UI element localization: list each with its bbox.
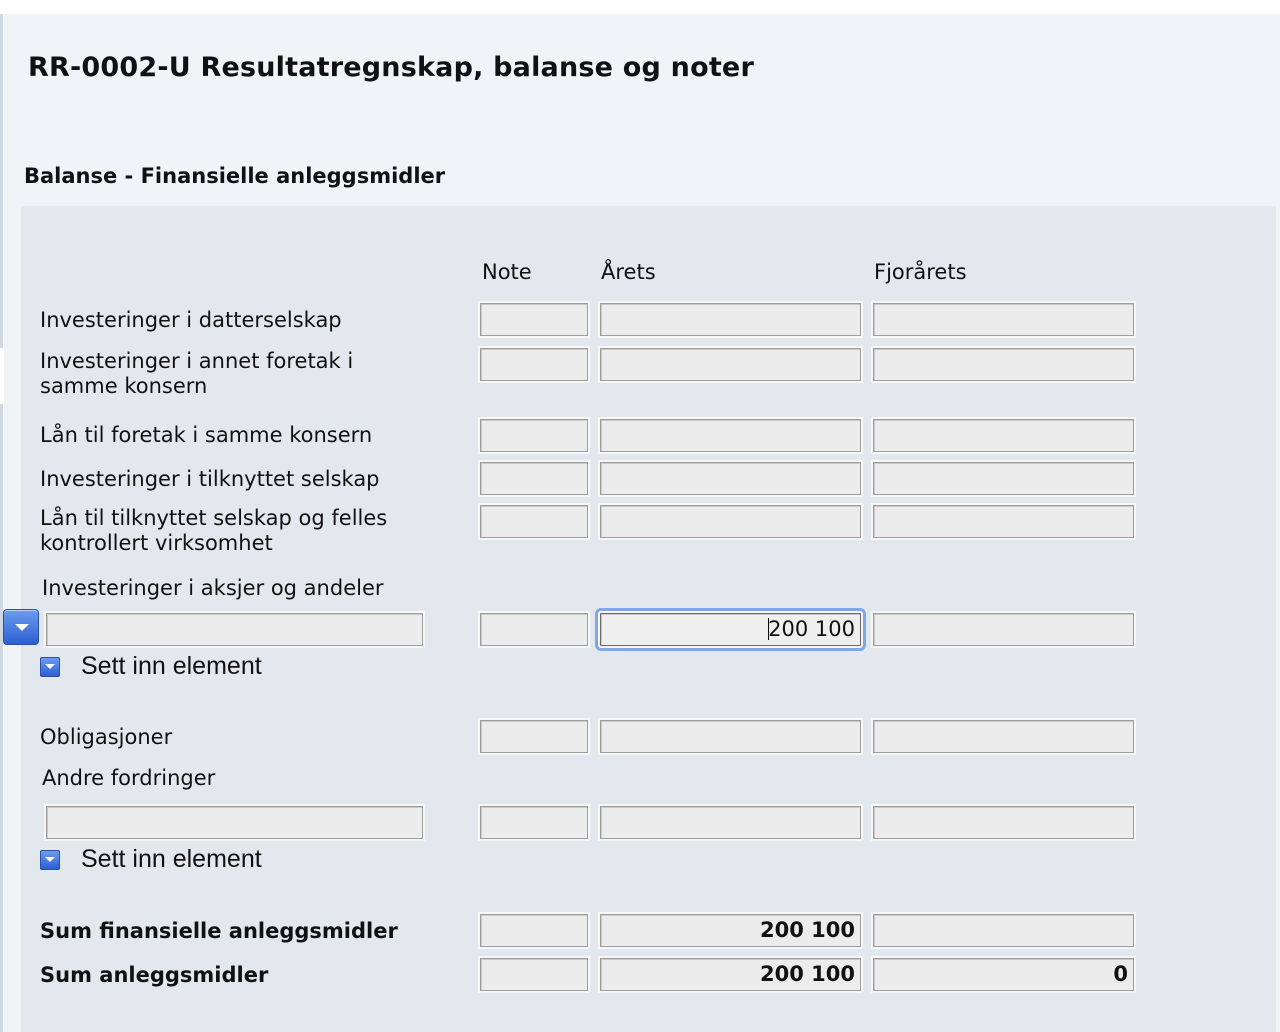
note-input-tilknyttet[interactable] bbox=[480, 462, 588, 495]
chevron-down-icon[interactable] bbox=[3, 609, 39, 645]
row-label-datterselskap: Investeringer i datterselskap bbox=[40, 308, 342, 332]
note-input-lan-konsern[interactable] bbox=[480, 419, 588, 452]
row-label-line: samme konsern bbox=[40, 374, 208, 398]
note-input-datterselskap[interactable] bbox=[480, 303, 588, 336]
note-input-sum-anlegg[interactable] bbox=[480, 958, 588, 991]
arets-input-aksjer[interactable] bbox=[600, 613, 861, 646]
note-input-andre-fordringer[interactable] bbox=[480, 806, 588, 839]
group-label-aksjer: Investeringer i aksjer og andeler bbox=[42, 576, 384, 600]
fjorarets-sum-finansielle bbox=[873, 914, 1134, 947]
fjorarets-input-tilknyttet[interactable] bbox=[873, 462, 1134, 495]
arets-value-aksjer: 200 100 bbox=[768, 617, 855, 641]
row-label-sum-anlegg: Sum anleggsmidler bbox=[40, 963, 269, 987]
arets-input-tilknyttet[interactable] bbox=[600, 462, 861, 495]
fjorarets-sum-anlegg: 0 bbox=[873, 958, 1134, 991]
chevron-down-icon bbox=[40, 657, 60, 677]
row-label-line: Investeringer i annet foretak i bbox=[40, 349, 354, 373]
fjorarets-input-annet-foretak[interactable] bbox=[873, 348, 1134, 381]
left-border bbox=[0, 404, 3, 1032]
form-title: RR-0002-U Resultatregnskap, balanse og noter bbox=[28, 52, 754, 83]
insert-element-label: Sett inn element bbox=[81, 652, 262, 680]
row-label-annet-foretak bbox=[40, 349, 353, 399]
fjorarets-input-aksjer[interactable] bbox=[873, 613, 1134, 646]
section-title: Balanse - Finansielle anleggsmidler bbox=[24, 164, 446, 188]
row-label-lan-konsern: Lån til foretak i samme konsern bbox=[40, 423, 373, 447]
arets-sum-anlegg: 200 100 bbox=[600, 958, 861, 991]
note-input-aksjer[interactable] bbox=[480, 613, 588, 646]
arets-input-datterselskap[interactable] bbox=[600, 303, 861, 336]
arets-input-andre-fordringer[interactable] bbox=[600, 806, 861, 839]
insert-element-label: Sett inn element bbox=[81, 845, 262, 873]
column-header-fjorarets: Fjorårets bbox=[874, 260, 967, 284]
arets-input-obligasjoner[interactable] bbox=[600, 720, 861, 753]
arets-sum-finansielle: 200 100 bbox=[600, 914, 861, 947]
row-label-sum-finansielle: Sum finansielle anleggsmidler bbox=[40, 919, 398, 943]
note-input-sum-finansielle[interactable] bbox=[480, 914, 588, 947]
left-border bbox=[0, 14, 3, 348]
note-input-annet-foretak[interactable] bbox=[480, 348, 588, 381]
fjorarets-input-andre-fordringer[interactable] bbox=[873, 806, 1134, 839]
arets-input-lan-konsern[interactable] bbox=[600, 419, 861, 452]
column-header-note: Note bbox=[482, 260, 532, 284]
note-input-lan-tilknyttet[interactable] bbox=[480, 505, 588, 538]
chevron-down-icon bbox=[40, 850, 60, 870]
fjorarets-input-datterselskap[interactable] bbox=[873, 303, 1134, 336]
group-label-andre-fordringer: Andre fordringer bbox=[42, 766, 216, 790]
row-label-obligasjoner: Obligasjoner bbox=[40, 725, 173, 749]
row-label-lan-tilknyttet bbox=[40, 506, 387, 556]
arets-input-annet-foretak[interactable] bbox=[600, 348, 861, 381]
row-label-tilknyttet: Investeringer i tilknyttet selskap bbox=[40, 467, 380, 491]
row-label-line: Lån til tilknyttet selskap og felles bbox=[40, 506, 388, 530]
note-input-obligasjoner[interactable] bbox=[480, 720, 588, 753]
column-header-arets: Årets bbox=[601, 260, 656, 284]
fjorarets-input-lan-konsern[interactable] bbox=[873, 419, 1134, 452]
fjorarets-input-lan-tilknyttet[interactable] bbox=[873, 505, 1134, 538]
fjorarets-input-obligasjoner[interactable] bbox=[873, 720, 1134, 753]
aksjer-description-input[interactable] bbox=[46, 613, 423, 646]
andre-fordringer-description-input[interactable] bbox=[46, 806, 423, 839]
arets-input-lan-tilknyttet[interactable] bbox=[600, 505, 861, 538]
row-label-line: kontrollert virksomhet bbox=[40, 531, 273, 555]
